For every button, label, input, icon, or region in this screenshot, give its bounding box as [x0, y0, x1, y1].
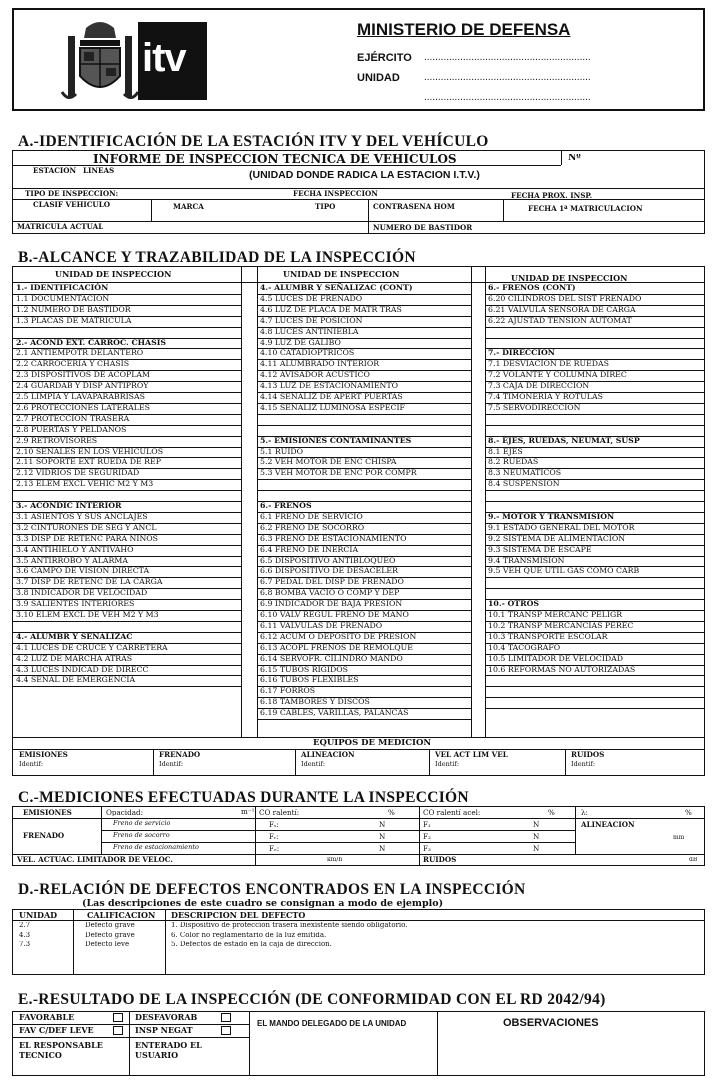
inspection-unit-item: 6.16 TUBOS FLEXIBLES: [260, 675, 359, 685]
inspection-unit-item: 8.- EJES, RUEDAS, NEUMAT, SUSP: [488, 435, 640, 445]
section-d-title: D.-RELACIÓN DE DEFECTOS ENCONTRADOS EN LA INSPECCIÓN: [18, 881, 526, 898]
inspection-unit-item: 8.2 RUEDAS: [488, 457, 539, 467]
inspection-unit-item: 4.4 SEÑAL DE EMERGENCIA: [16, 675, 136, 685]
equipo-identif[interactable]: Identif:: [159, 761, 184, 768]
col2-header: UNIDAD DE INSPECCIÓN: [283, 270, 400, 278]
inspection-unit-item: 6.19 CABLES, VARILLAS, PALANCAS: [260, 708, 409, 718]
fecha-prox-label: FECHA PROX. INSP.: [511, 192, 593, 200]
n-unit-6: N: [533, 845, 540, 853]
n-unit-3: N: [379, 845, 386, 853]
f2-label: F₂: [423, 833, 431, 841]
inspection-unit-item: 7.4 TIMONERÍA Y RÓTULAS: [488, 392, 603, 401]
inspection-unit-item: 7.- DIRECCIÓN: [488, 348, 555, 358]
inspection-unit-item: 2.12 VIDRIOS DE SEGURIDAD: [16, 468, 140, 478]
d-header-unidad: UNIDAD: [19, 911, 58, 919]
inspection-unit-item: 2.10 SEÑALES EN LOS VEHÍCULOS: [16, 446, 164, 456]
header-box: [12, 8, 705, 111]
inspection-unit-item: 6.1 FRENO DE SERVICIO: [260, 511, 363, 521]
fe-label: Fₑ:: [269, 845, 280, 853]
bastidor-label: NUMERO DE BASTIDOR: [373, 224, 473, 232]
inspection-unit-item: 6.- FRENOS (CONT): [488, 283, 576, 292]
equipos-row: [13, 749, 704, 775]
unidad-radica: (UNIDAD DONDE RADICA LA ESTACION I.T.V.): [249, 170, 480, 181]
inspection-unit-item: 3.- ACONDIC INTERIOR: [16, 501, 122, 510]
estacion-label: ESTACIÓN: [33, 167, 77, 175]
observaciones-label: OBSERVACIONES: [503, 1018, 599, 1029]
inspection-unit-item: 3.7 DISP DE RETENC DE LA CARGA: [16, 577, 163, 587]
inspection-unit-item: 4.- ALUMBR Y SEÑALIZAC (CONT): [260, 283, 413, 292]
inspection-unit-item: 9.- MOTOR Y TRANSMISIÓN: [488, 511, 615, 521]
inspection-unit-item: 4.1 LUCES DE CRUCE Y CARRETERA: [16, 642, 168, 652]
informe-title: INFORME DE INSPECCIÓN TÉCNICA DE VEHÍCULOS: [93, 153, 457, 165]
inspection-unit-item: 9.5 VEH QUE UTIL GAS COMO CARB: [488, 566, 640, 576]
inspection-unit-item: 5.- EMISIONES CONTAMINANTES: [260, 435, 412, 445]
equipo-identif[interactable]: Identif:: [19, 761, 44, 768]
inspection-unit-item: 3.1 ASIENTOS Y SUS ANCLAJES: [16, 511, 148, 521]
inspection-unit-item: 3.8 INDICADOR DE VELOCIDAD: [16, 588, 148, 598]
inspection-unit-item: 4.10 CATADIÓPTRICOS: [260, 348, 355, 358]
inspection-unit-item: 8.1 EJES: [488, 446, 523, 456]
inspection-unit-item: 7.5 SERVODIRECCIÓN: [488, 402, 581, 412]
f1-label: F₁: [423, 821, 431, 829]
inspection-unit-item: 2.7 PROTECCIÓN TRASERA: [16, 413, 130, 423]
lambda-label: λ:: [581, 809, 588, 817]
d-header-calif: CALIFICACION: [87, 911, 156, 919]
unidad-label: UNIDAD: [357, 72, 400, 84]
inspection-unit-item: 2.1 ANTIEMPOTR DELANTERO: [16, 348, 144, 358]
inspection-unit-item: 6.21 VÁLVULA SENSORA DE CARGA: [488, 304, 636, 314]
marca-label: MARCA: [173, 203, 204, 211]
equipo-name: VEL ACT LIM VEL: [435, 751, 508, 759]
equipo-identif[interactable]: Identif:: [435, 761, 460, 768]
tipo-label: TIPO: [315, 203, 336, 211]
unidad-dots-2[interactable]: ............................................................: [424, 92, 591, 103]
f3-label: F₃: [423, 845, 431, 853]
inspection-unit-item: 4.5 LUCES DE FRENADO: [260, 293, 363, 303]
fs-label: Fₛ:: [269, 821, 279, 829]
inspection-unit-item: 6.20 CILINDROS DEL SIST FRENADO: [488, 293, 642, 303]
defect-descripcion: 6. Color no reglamentario de la luz emitida.: [171, 931, 327, 939]
section-b-title: B.-ALCANCE Y TRAZABILIDAD DE LA INSPECCIÓN: [18, 249, 416, 266]
co-ralenti-label: CO ralentí:: [259, 809, 300, 817]
matricula-label: MATRICULA ACTUAL: [17, 223, 104, 231]
inspection-unit-item: 4.8 LUCES ANTINIEBLA: [260, 326, 359, 336]
section-b-table: [12, 266, 705, 776]
inspection-unit-item: 6.6 DISPOSITIVO DE DESACELER: [260, 566, 398, 576]
inspection-unit-item: 6.22 AJUSTAD TENSIÓN AUTOMÁT: [488, 315, 632, 325]
co-ralenti-unit: %: [388, 809, 395, 817]
fav-cdef-checkbox[interactable]: [113, 1026, 123, 1035]
inspection-unit-item: 4.2 LUZ DE MARCHA ATRÁS: [16, 653, 133, 663]
n-unit-5: N: [533, 833, 540, 841]
inspection-unit-item: 1.3 PLACAS DE MATRÍCULA: [16, 315, 132, 325]
vel-label: VEL. ACTUAC. LIMITADOR DE VELOC.: [17, 856, 173, 864]
inspection-unit-item: 2.3 DISPOSITIVOS DE ACOPLAM: [16, 370, 151, 380]
inspection-unit-item: 4.11 ALUMBRADO INTERIOR: [260, 359, 380, 369]
defect-descripcion: 1. Dispositivo de protección trasera inexistente siendo obligatorio.: [171, 922, 408, 929]
freno-servicio: Freno de servicio: [113, 820, 171, 827]
inspection-unit-item: 2.6 PROTECCIONES LATERALES: [16, 402, 151, 412]
coat-of-arms-icon: [58, 18, 142, 104]
col1-header: UNIDAD DE INSPECCIÓN: [55, 270, 172, 278]
inspection-unit-item: 9.1 ESTADO GENERAL DEL MOTOR: [488, 522, 635, 532]
defect-unidad: 4.3: [19, 931, 31, 939]
inspection-unit-item: 9.3 SISTEMA DE ESCAPE: [488, 544, 592, 554]
inspection-unit-item: 8.3 NEUMÁTICOS: [488, 468, 562, 478]
mando-label: EL MANDO DELEGADO DE LA UNIDAD: [257, 1020, 407, 1028]
fav-cdef-option[interactable]: [19, 1026, 94, 1034]
inspection-unit-item: 4.3 LUCES INDICAD DE DIRECC: [16, 664, 149, 674]
equipo-name: FRENADO: [159, 751, 201, 759]
inspection-unit-item: 10.5 LIMITADOR DE VELOCIDAD: [488, 653, 624, 663]
itv-logo: [138, 22, 207, 100]
insp-negat-label: INSP NEGAT: [135, 1026, 193, 1034]
co-acel-unit: %: [548, 809, 555, 817]
ejercito-dots[interactable]: ............................................................: [424, 52, 591, 63]
fav-cdef-label: FAV C/DEF LEVE: [19, 1026, 94, 1034]
favorable-checkbox[interactable]: [113, 1013, 123, 1022]
equipos-title: EQUIPOS DE MEDICIÓN: [313, 739, 432, 748]
lineas-label: LÍNEAS: [83, 167, 115, 175]
frenado-label: FRENADO: [23, 832, 65, 840]
inspection-unit-item: 2.11 SOPORTE EXT RUEDA DE REP: [16, 457, 161, 467]
inspection-unit-item: 9.2 SISTEMA DE ALIMENTACIÓN: [488, 533, 626, 543]
mm-unit: mm: [673, 835, 685, 841]
inspection-unit-item: 5.3 VEH MOTOR DE ENC POR COMPR: [260, 468, 417, 478]
inspection-unit-item: 6.18 TAMBORES Y DISCOS: [260, 697, 370, 707]
opacidad-label: Opacidad:: [106, 809, 144, 817]
section-d-subtitle: (Las descripciones de este cuadro se consignan a modo de ejemplo): [82, 898, 444, 909]
fecha-inspeccion-label: FECHA INSPECCIÓN: [293, 190, 378, 198]
inspection-unit-item: 10.4 TACÓGRAFO: [488, 642, 561, 652]
fr-label: Fᵣ:: [269, 833, 279, 841]
inspection-unit-item: 10.3 TRANSPORTE ESCOLAR: [488, 631, 608, 641]
inspection-unit-item: 4.12 AVISADOR ACÚSTICO: [260, 370, 370, 380]
inspection-unit-item: 6.17 FORROS: [260, 686, 316, 696]
defect-calificacion: Defecto grave: [85, 931, 135, 939]
favorable-option[interactable]: [19, 1013, 74, 1021]
inspection-unit-item: 6.8 BOMBA VACÍO O COMP Y DEP: [260, 588, 400, 598]
defect-descripcion: 5. Defectos de estado en la caja de dirección.: [171, 941, 332, 948]
inspection-unit-item: 10.6 REFORMAS NO AUTORIZADAS: [488, 664, 636, 674]
n-unit-2: N: [379, 833, 386, 841]
tipo-inspeccion-label: TIPO DE INSPECCIÓN:: [25, 190, 119, 198]
ruidos-label: RUIDOS: [423, 856, 457, 864]
lambda-unit: %: [685, 809, 692, 817]
inspection-unit-item: 2.4 GUARDAB Y DISP ANTIPROY: [16, 381, 149, 391]
section-c-title: C.-MEDICIONES EFECTUADAS DURANTE LA INSPECCIÓN: [18, 789, 469, 806]
desfavorab-option[interactable]: [135, 1013, 197, 1021]
inspection-unit-item: 4.14 SEÑALIZ DE APERT PUERTAS: [260, 392, 403, 401]
enterado-label: ENTERADO EL USUARIO: [135, 1040, 202, 1060]
inspection-unit-item: 7.3 CAJA DE DIRECCIÓN: [488, 381, 590, 391]
inspection-unit-item: 6.3 FRENO DE ESTACIONAMIENTO: [260, 533, 407, 543]
defect-calificacion: Defecto grave: [85, 922, 135, 929]
responsable-label: EL RESPONSABLE TECNICO: [19, 1040, 103, 1060]
equipo-name: ALINEACIÓN: [301, 751, 355, 759]
inspection-unit-item: 3.9 SALIENTES INTERIORES: [16, 599, 135, 609]
inspection-unit-item: 5.2 VEH MOTOR DE ENC CHISPA: [260, 457, 397, 467]
section-c-table: [12, 806, 705, 866]
inspection-unit-item: 4.9 LUZ DE GÁLIBO: [260, 337, 341, 347]
kmh-unit: km/h: [327, 857, 343, 863]
defect-unidad: 7.3: [19, 941, 31, 948]
inspection-unit-item: 2.8 PUERTAS Y PELDAÑOS: [16, 424, 127, 434]
inspection-unit-item: 1.2 NÚMERO DE BASTIDOR: [16, 304, 131, 314]
inspection-unit-item: 6.14 SERVOFR. CILINDRO MANDO: [260, 653, 403, 663]
inspection-unit-item: 1.1 DOCUMENTACIÓN: [16, 293, 110, 303]
inspection-unit-item: 3.5 ANTIRROBO Y ALARMA: [16, 555, 129, 565]
inspection-unit-item: 6.12 ACUM O DEPÓSITO DE PRESIÓN: [260, 631, 417, 641]
opacidad-unit: m⁻¹: [241, 808, 255, 816]
inspection-unit-item: 10.- OTROS: [488, 599, 540, 609]
section-e-table: [12, 1011, 705, 1076]
inspection-unit-item: 4.13 LUZ DE ESTACIONAMIENTO: [260, 381, 398, 391]
defect-calificacion: Defecto leve: [85, 941, 130, 948]
inspection-unit-item: 6.7 PEDAL DEL DISP DE FRENADO: [260, 577, 404, 587]
freno-estacionamiento: Freno de estacionamiento: [113, 844, 199, 851]
inspection-unit-item: 3.2 CINTURONES DE SEG Y ANCL: [16, 522, 157, 532]
insp-negat-option[interactable]: [135, 1026, 193, 1034]
desfavorab-checkbox[interactable]: [221, 1013, 231, 1022]
inspection-unit-item: 6.11 VÁLVULAS DE FRENADO: [260, 620, 383, 630]
inspection-unit-item: 8.4 SUSPENSIÓN: [488, 479, 560, 489]
section-d-table: [12, 909, 705, 975]
inspection-unit-item: 3.3 DISP DE RETENC PARA NIÑOS: [16, 533, 159, 543]
n-unit-1: N: [379, 821, 386, 829]
inspection-unit-item: 4.15 SEÑALIZ LUMINOSA ESPECIF: [260, 402, 405, 412]
alineacion-label: ALINEACIÓN: [581, 821, 635, 829]
inspection-unit-item: 2.- ACOND EXT. CARROC. CHASIS: [16, 337, 166, 347]
inspection-unit-item: 6.10 VÁLV REGUL FRENO DE MANO: [260, 610, 409, 619]
inspection-unit-item: 4.- ALUMBR Y SEÑALIZAC: [16, 631, 133, 641]
inspection-unit-item: 6.15 TUBOS RÍGIDOS: [260, 664, 348, 674]
section-a-table: [12, 150, 705, 234]
d-header-desc: DESCRIPCIÓN DEL DEFECTO: [171, 911, 306, 919]
ministry-title: MINISTERIO DE DEFENSA: [357, 20, 571, 39]
section-a-title: A.-IDENTIFICACIÓN DE LA ESTACIÓN ITV Y DEL VEHÍCULO: [18, 133, 489, 150]
inspection-unit-item: 2.5 LIMPIA Y LAVAPARABRISAS: [16, 392, 145, 401]
unidad-dots[interactable]: ............................................................: [424, 72, 591, 83]
inspection-unit-item: 10.2 TRANSP MERCANCÍAS PEREC: [488, 620, 634, 630]
co-acel-label: CO ralentí acel:: [423, 809, 481, 817]
inspection-unit-item: 6.5 DISPOSITIVO ANTIBLOQUEO: [260, 555, 396, 565]
inspection-unit-item: 3.4 ANTIHIELO Y ANTIVAHO: [16, 544, 134, 554]
clasif-label: CLASIF VEHICULO: [33, 201, 111, 209]
favorable-label: FAVORABLE: [19, 1013, 75, 1021]
insp-negat-checkbox[interactable]: [221, 1026, 231, 1035]
inspection-unit-item: 6.- FRENOS: [260, 501, 312, 510]
inspection-unit-item: 5.1 RUIDO: [260, 446, 304, 456]
section-e-title: E.-RESULTADO DE LA INSPECCIÓN (DE CONFORMIDAD CON EL RD 2042/94): [18, 991, 606, 1008]
fecha-matr-label: FECHA 1ª MATRICULACIÓN: [528, 205, 643, 213]
ejercito-label: EJÉRCITO: [357, 52, 412, 64]
inspection-unit-item: 1.- IDENTIFICACIÓN: [16, 283, 109, 292]
defect-unidad: 2.7: [19, 922, 31, 929]
inspection-unit-item: 6.13 ACOPL FRENOS DE REMOLQUE: [260, 642, 413, 652]
col3-header: UNIDAD DE INSPECCIÓN: [511, 274, 628, 282]
equipo-name: EMISIONES: [19, 751, 68, 759]
db-unit: dB: [689, 857, 698, 863]
inspection-unit-item: 7.2 VOLANTE Y COLUMNA DIREC: [488, 370, 627, 380]
equipo-identif[interactable]: Identif:: [571, 761, 596, 768]
inspection-unit-item: 7.1 DESVIACIÓN DE RUEDAS: [488, 359, 610, 369]
inspection-unit-item: 10.1 TRANSP MERCANC PELIGR: [488, 610, 623, 619]
equipo-identif[interactable]: Identif:: [301, 761, 326, 768]
inspection-unit-item: 3.10 ELEM EXCL DE VEH M2 Y M3: [16, 610, 159, 619]
inspection-unit-item: 3.6 CAMPO DE VISIÓN DIRECTA: [16, 566, 150, 576]
inspection-unit-item: 6.2 FRENO DE SOCORRO: [260, 522, 365, 532]
contrasena-label: CONTRASEÑA HOM: [373, 203, 455, 211]
inspection-unit-item: 2.2 CARROCERÍA Y CHASIS: [16, 359, 130, 369]
inspection-unit-item: 6.9 INDICADOR DE BAJA PRESIÓN: [260, 599, 403, 609]
inspection-unit-item: 2.9 RETROVISORES: [16, 435, 98, 445]
inspection-unit-item: 6.4 FRENO DE INERCIA: [260, 544, 359, 554]
n-unit-4: N: [533, 821, 540, 829]
itv-logo-text: itv: [142, 36, 186, 80]
inspection-unit-item: 4.7 LUCES DE POSICIÓN: [260, 315, 363, 325]
equipo-name: RUIDOS: [571, 751, 605, 759]
inspection-unit-item: 9.4 TRANSMISIÓN: [488, 555, 565, 565]
inspection-unit-item: 2.13 ELEM EXCL VEHIC M2 Y M3: [16, 479, 154, 489]
freno-socorro: Freno de socorro: [113, 832, 170, 839]
emisiones-label: EMISIONES: [23, 809, 72, 817]
n-label: Nº: [568, 154, 581, 163]
inspection-unit-item: 4.6 LUZ DE PLACA DE MATR TRAS: [260, 304, 402, 314]
desfavorab-label: DESFAVORAB: [135, 1013, 198, 1021]
